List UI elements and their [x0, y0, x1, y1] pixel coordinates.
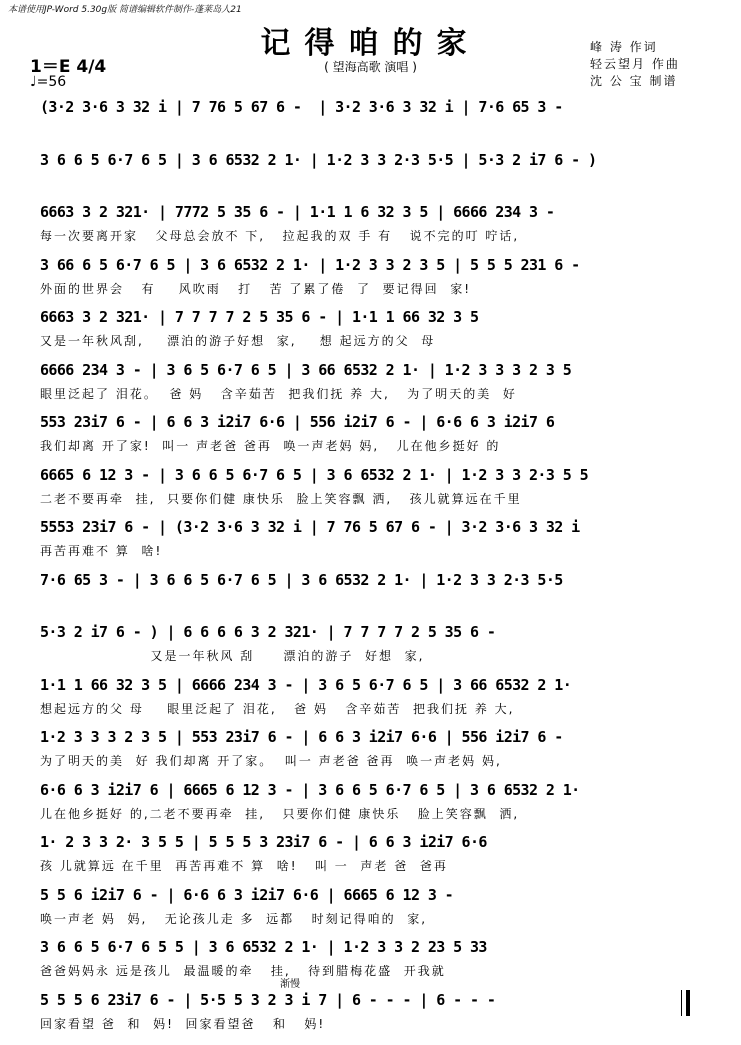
score-row-music: 1·2 3 3 3 2 3 5 | 553 23i7 6 - | 6 6 3 i2i7 6·6 | 556 i2i7 6 -	[40, 728, 563, 746]
credit-arranger: 沈 公 宝 制谱	[590, 74, 678, 88]
score-row-music: 3 6 6 5 6·7 6 5 | 3 6 6532 2 1· | 1·2 3 3 2·3 5·5 | 5·3 2 i7 6 - )	[40, 150, 597, 169]
score-row-music: 3 66 6 5 6·7 6 5 | 3 6 6532 2 1· | 1·2 3 3 2 3 5 | 5 5 5 231 6 -	[40, 255, 580, 274]
score-row-music: 5 5 6 i2i7 6 - | 6·6 6 3 i2i7 6·6 | 6665 6 12 3 -	[40, 885, 454, 904]
final-barline-thin	[681, 990, 682, 1016]
credit-composer: 轻云望月 作曲	[590, 57, 680, 71]
performer-subtitle: ( 望海高歌 演唱 )	[324, 60, 417, 74]
final-barline-thick	[686, 990, 690, 1016]
score-row-music: 553 23i7 6 - | 6 6 3 i2i7 6·6 | 556 i2i7 6 - | 6·6 6 3 i2i7 6	[40, 413, 555, 431]
score-row-lyric: 又是一年秋风 刮 漂泊的游子 好想 家,	[40, 649, 425, 663]
watermark-text: 本谱使用JP-Word 5.30g版 简谱编辑软件制作-蓬莱岛人21	[8, 5, 242, 15]
score-row-lyric: 二老不要再牵 挂, 只要你们健 康快乐 脸上笑容飘 洒, 孩儿就算远在千里	[40, 491, 522, 506]
song-title: 记得咱的家	[260, 26, 481, 61]
score-row-lyric: 爸爸妈妈永 远是孩儿 最温暖的牵 挂, 待到腊梅花盛 开我就	[40, 964, 446, 978]
tempo-mark: ♩=56	[30, 74, 67, 90]
score-row-music: 5·3 2 i7 6 - ) | 6 6 6 6 3 2 321· | 7 7 7 7 2 5 35 6 -	[40, 623, 496, 641]
score-row-lyric: 儿在他乡挺好 的,二老不要再牵 挂, 只要你们健 康快乐 脸上笑容飘 洒,	[40, 806, 520, 821]
score-row-music: 6666 234 3 - | 3 6 5 6·7 6 5 | 3 66 6532 2 1· | 1·2 3 3 3 2 3 5	[40, 360, 572, 379]
score-row-lyric: 唤一声老 妈 妈, 无论孩儿走 多 远都 时刻记得咱的 家,	[40, 911, 428, 926]
key-signature: 1＝E 4/4	[30, 57, 107, 77]
score-row-lyric	[40, 175, 702, 191]
score-row-music: (3·2 3·6 3 32 i | 7 76 5 67 6 - | 3·2 3·6 3 32 i | 7·6 65 3 -	[40, 98, 563, 116]
score-row-music: 6663 3 2 321· | 7 7 7 7 2 5 35 6 - | 1·1 1 66 32 3 5	[40, 308, 479, 326]
score-row-lyric	[40, 122, 702, 138]
score-row-lyric: 想起远方的父 母 眼里泛起了 泪花, 爸 妈 含辛茹苦 把我们抚 养 大,	[40, 701, 515, 716]
score-row-music: 1· 2 3 3 2· 3 5 5 | 5 5 5 3 23i7 6 - | 6 6 3 i2i7 6·6	[40, 833, 487, 851]
score-row-music: 3 6 6 5 6·7 6 5 5 | 3 6 6532 2 1· | 1·2 3 3 2 23 5 33	[40, 938, 487, 956]
score-row-music: 5 5 5 6 23i7 6 - | 5·5 5 3 2 3 i 7 | 6 - - - | 6 - - -	[40, 990, 496, 1009]
score-row-music: 7·6 65 3 - | 3 6 6 5 6·7 6 5 | 3 6 6532 2 1· | 1·2 3 3 2·3 5·5	[40, 570, 563, 589]
score-row-lyric: 孩 儿就算远 在千里 再苦再难不 算 啥! 叫 一 声老 爸 爸再	[40, 859, 448, 873]
score-row-music: 5553 23i7 6 - | (3·2 3·6 3 32 i | 7 76 5 67 6 - | 3·2 3·6 3 32 i	[40, 518, 580, 536]
score-row-music: 6663 3 2 321· | 7772 5 35 6 - | 1·1 1 6 32 3 5 | 6666 234 3 -	[40, 203, 555, 221]
score-row-music: 6665 6 12 3 - | 3 6 6 5 6·7 6 5 | 3 6 6532 2 1· | 1·2 3 3 2·3 5 5	[40, 465, 589, 484]
score-row-music: 6·6 6 3 i2i7 6 | 6665 6 12 3 - | 3 6 6 5 6·7 6 5 | 3 6 6532 2 1·	[40, 780, 580, 799]
score-row-lyric: 回家看望 爸 和 妈! 回家看望爸 和 妈!	[40, 1016, 326, 1031]
score-row-lyric: 眼里泛起了 泪花。 爸 妈 含辛茹苦 把我们抚 养 大, 为了明天的美 好	[40, 386, 517, 401]
score-row-lyric: 为了明天的美 好 我们却离 开了家。 叫一 声老爸 爸再 唤一声老妈 妈,	[40, 754, 502, 768]
tempo-change-note: 渐慢	[280, 979, 300, 990]
score-row-music: 1·1 1 66 32 3 5 | 6666 234 3 - | 3 6 5 6·7 6 5 | 3 66 6532 2 1·	[40, 675, 572, 694]
score-row-lyric: 再苦再难不 算 啥!	[40, 544, 163, 558]
score-row-lyric: 每一次要离开家 父母总会放不 下, 拉起我的双 手 有 说不完的叮 咛话,	[40, 229, 520, 243]
credit-lyricist: 峰 涛 作词	[590, 40, 658, 54]
score-row-lyric: 外面的世界会 有 风吹雨 打 苦 了累了倦 了 要记得回 家!	[40, 281, 472, 296]
score-row-lyric: 我们却离 开了家! 叫一 声老爸 爸再 唤一声老妈 妈, 儿在他乡挺好 的	[40, 439, 501, 453]
score-row-lyric	[40, 595, 702, 611]
score-row-lyric: 又是一年秋风刮, 漂泊的游子好想 家, 想 起远方的父 母	[40, 334, 436, 348]
